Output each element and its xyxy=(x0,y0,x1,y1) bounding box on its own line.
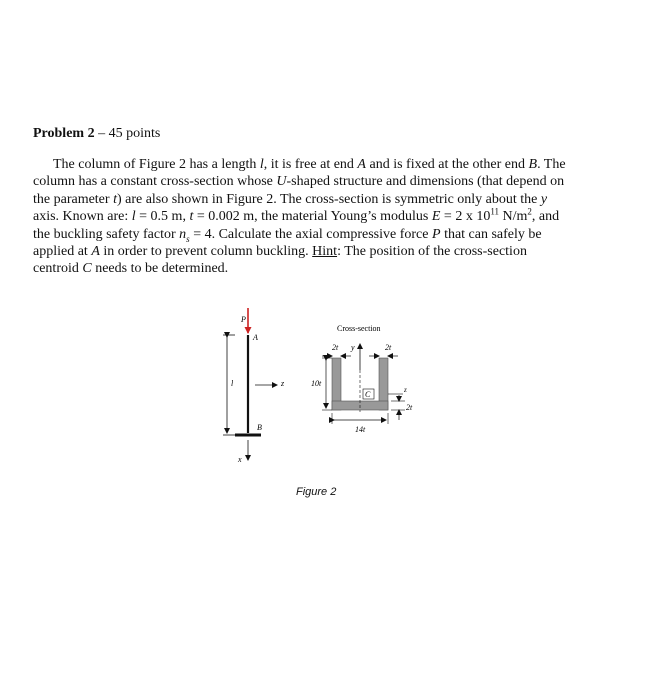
text: , and xyxy=(531,209,560,225)
statement-line-3 xyxy=(33,191,603,208)
statement-line-4 xyxy=(33,208,603,225)
text: the parameter xyxy=(33,191,114,207)
text: axis. Known are: xyxy=(33,209,132,225)
dim-z: z xyxy=(404,386,407,394)
text: = 0.002 m, the material Young’s modulus xyxy=(193,209,432,225)
statement-line-1 xyxy=(33,156,603,173)
problem-title: Problem 2 xyxy=(33,126,95,141)
var-P: P xyxy=(432,226,441,242)
statement-line-6 xyxy=(33,243,603,260)
text: The column of Figure 2 has a length xyxy=(53,157,260,172)
label-x: x xyxy=(238,455,242,464)
figure-diagram xyxy=(205,300,445,480)
label-A: A xyxy=(253,333,258,342)
text: and is fixed at the other end xyxy=(365,157,529,172)
text: N/m xyxy=(499,209,528,225)
text: -shaped structure and dimensions (that depend on xyxy=(286,174,565,190)
statement-line-5 xyxy=(33,226,603,243)
var-n: n xyxy=(179,226,187,242)
text: column has a constant cross-section whose xyxy=(33,174,277,190)
figure-caption: Figure 2 xyxy=(296,486,337,498)
text: the buckling safety factor xyxy=(33,226,180,242)
dim-2t-left: 2t xyxy=(332,343,339,352)
statement-line-2 xyxy=(33,173,603,190)
text: . The xyxy=(537,157,566,172)
dim-14t: 14t xyxy=(355,425,366,434)
text: = 0.5 m, xyxy=(135,209,190,225)
text: in order to prevent column buckling. xyxy=(99,244,313,260)
text: centroid xyxy=(33,261,83,277)
cross-section-title: Cross-section xyxy=(337,324,381,333)
var-B: B xyxy=(528,157,538,172)
var-l: l xyxy=(131,209,136,225)
text: , it is free at end xyxy=(263,157,358,172)
var-C: C xyxy=(82,261,92,277)
problem-statement xyxy=(33,156,603,278)
text: : The position of the cross-section xyxy=(337,244,527,260)
figure-2 xyxy=(205,300,445,480)
dim-10t: 10t xyxy=(311,379,322,388)
hint-label: Hint xyxy=(312,244,338,260)
label-B: B xyxy=(257,423,262,432)
problem-points: – 45 points xyxy=(94,126,161,141)
label-l: l xyxy=(231,379,234,388)
text: needs to be determined. xyxy=(91,261,229,277)
text: that can safely be xyxy=(440,226,542,242)
text: = 2 x 10 xyxy=(440,209,491,225)
var-E: E xyxy=(431,209,441,225)
var-t: t xyxy=(113,191,117,207)
text: applied at xyxy=(33,244,92,260)
var-l: l xyxy=(259,157,264,172)
label-z: z xyxy=(281,379,285,388)
exponent: 11 xyxy=(490,206,499,217)
problem-heading xyxy=(33,125,160,143)
label-P: P xyxy=(241,315,246,324)
text: = 4. Calculate the axial compressive force xyxy=(189,226,432,242)
dim-2t-bottom: 2t xyxy=(406,403,413,412)
label-C: C xyxy=(365,390,371,399)
exponent: 2 xyxy=(527,206,532,217)
var-y: y xyxy=(540,191,548,207)
var-U: U xyxy=(276,174,287,190)
statement-line-7 xyxy=(33,260,603,277)
var-A: A xyxy=(357,157,366,172)
dim-y: y xyxy=(351,343,355,352)
text: ) are also shown in Figure 2. The cross-section is symmetric only about the xyxy=(116,191,541,207)
dim-2t-right: 2t xyxy=(385,343,392,352)
var-A: A xyxy=(91,244,100,260)
var-t: t xyxy=(189,209,194,225)
subscript-s: s xyxy=(186,233,190,244)
